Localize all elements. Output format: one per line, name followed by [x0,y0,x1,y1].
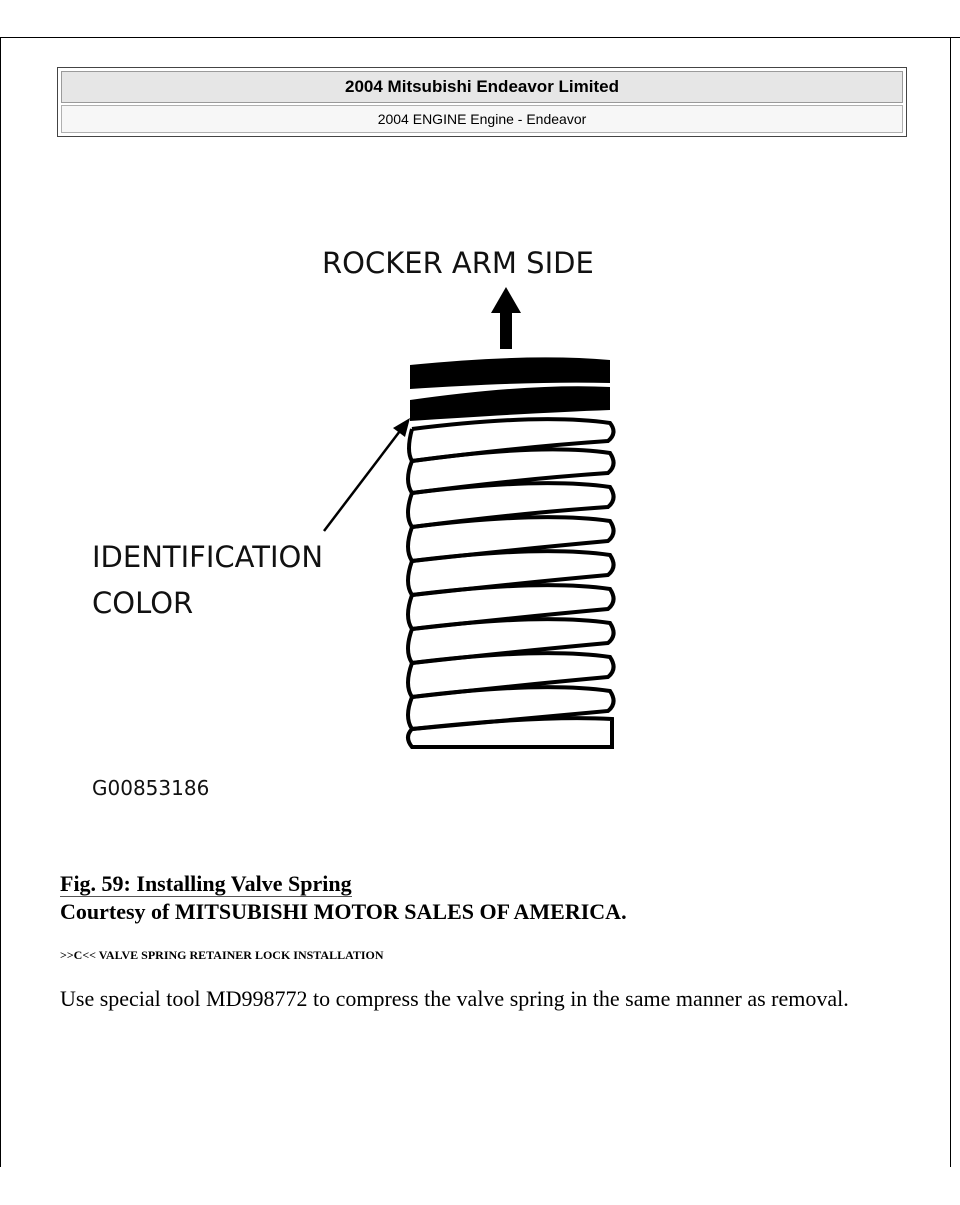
page-border-left [0,37,1,1167]
figure-title: Fig. 59: Installing Valve Spring [60,871,352,896]
figure-caption [60,870,627,926]
page-border-right [950,37,951,1167]
valve-spring-coils [408,419,614,747]
figure-courtesy: Courtesy of MITSUBISHI MOTOR SALES OF AMERICA. [60,899,627,924]
identification-label: IDENTIFICATION [92,540,324,574]
rocker-arm-side-label: ROCKER ARM SIDE [322,246,594,280]
identification-color-coil [410,357,610,421]
header-title: 2004 Mitsubishi Endeavor Limited [61,71,903,103]
up-arrow-icon [491,287,521,349]
page-border-top [0,37,960,38]
section-heading: >>C<< VALVE SPRING RETAINER LOCK INSTALLATION [60,948,384,962]
valve-spring-figure [60,215,760,815]
valve-spring-diagram [60,215,760,815]
document-header [57,67,907,137]
header-subtitle: 2004 ENGINE Engine - Endeavor [61,105,903,133]
leader-arrow-icon [324,418,410,531]
color-label: COLOR [92,586,194,620]
body-paragraph: Use special tool MD998772 to compress the valve spring in the same manner as removal. [60,986,849,1011]
figure-code: G00853186 [92,776,210,800]
